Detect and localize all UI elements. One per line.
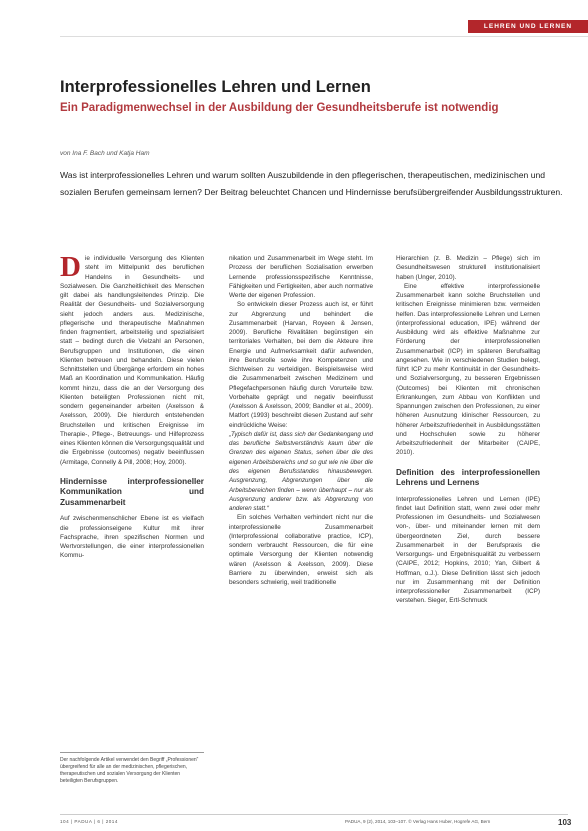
column-2-paragraph-2: So entwickeln dieser Prozess auch ist, er führt zur Abgrenzung und behindert die Zusammenarbeit (Harvan, Royeen & Jensen, 2009). Berufliche Rivalitäten begünstigen ein territoriales Verhalten, bei dem die Akteure ihre Energie und Aufmerksamkeit dafür aufwenden, ihre Berufsrolle sowie ihre Kompetenzen und Sichtweisen zu verteidigen. Beispielsweise wird die Zusammenarbeit zwischen Medizinern und Pflegefachpersonen häufig durch Vorurteile bzw. Vorbehalte geprägt und negativ beeinflusst (Axelsson & Axelsson, 2009; Bandler et al., 2009). Matfort (1993) beschreibt diesen Zustand auf sehr eindrückliche Weise: <box>229 301 373 429</box>
column-2 <box>229 254 373 587</box>
column-1-paragraph-1: ie individuelle Versorgung des Klienten steht im Mittelpunkt des beruflichen Handelns in Gesundheits- und Sozialwesen. Die Ganzheitlichkeit des Menschen gilt dabei als handlungsleitendes Prinzip. Die Realität der Gesundheits- und Sozialversorgung sieht jedoch anders aus. Medizinische, pflegerische und therapeutische Maßnahmen finden fragmentiert, arbeitsteilig und spezialisiert statt – bedingt durch die Vielzahl an Personen, Berufsgruppen und Institutionen, die einen Klienten betreuen und behandeln. Diese vielen Schnittstellen und Übergänge erfordern ein hohes Maß an Koordination und Kommunikation. Häufig kommt hinzu, dass die an der Versorgung des Klienten beteiligten Professionen nicht mit, sondern gegeneinander arbeiten (Axelsson & Axelsson, 2009). Die hierdurch entstehenden Bruchstellen und kritischen Ereignisse im Therapie-, Pflege-, Betreuungs- und Hilfeprozess eines Klienten können die Versorgungsqualität und die Ergebnisse (outcomes) negativ beeinflussen (Armitage, Connelly & Pill, 2008; Hoy, 2000). <box>60 255 204 466</box>
article-title: Interprofessionelles Lehren und Lernen <box>60 78 371 96</box>
column-2-paragraph-3: Ein solches Verhalten verhindert nicht nur die interprofessionelle Zusammenarbeit (Interprofessional collaborative practice, ICP), sondern verbraucht Ressourcen, die für eine optimale Versorgung der Klienten notwendig wären (Axelsson & Axelsson, 2009). Diese Barriere zu überwinden, erweist sich als besonders schwierig, weil traditionelle <box>229 514 373 587</box>
footer-citation: PADUA, 9 (2), 2014, 103–107. © Verlag Hans Huber, Hogrefe AG, Bern <box>345 819 491 824</box>
block-quote: „Typisch dafür ist, dass sich der Gedankengang und das berufliche Selbstverständnis kaum über die Grenzen des eigenen Status, sehen über die des eigenen Arbeitsbereichs und so gut wie nie über die des eigenen Berufsstandes hinausbewegen. Ausgrenzung, Abgrenzungen über die Arbeitsbereichen finden – wenn überhaupt – nur als Ausgrenzung anderer bzw. als Abgrenzung von anderen statt.“ <box>229 430 373 513</box>
column-3-paragraph-2: Eine effektive interprofessionelle Zusammenarbeit kann solche Bruchstellen und kritischen Ereignisse minimieren bzw. vermeiden helfen. Das interprofessionelle Lehren und Lernen (interprofessional education, IPE) während der Ausbildung wird als effektive Maßnahme zur Förderung der interprofessionellen Zusammenarbeit (ICP) im späteren Berufsalltag angesehen. Wie in verschiedenen Studien belegt, führt ICP zu mehr Kontinuität in der Gesundheits- und Sozialversorgung, zu besseren Ergebnissen (Outcomes) bei Klienten mit chronischen Erkrankungen, zum Abbau von Konflikten und Spannungen zwischen den Professionen, zu einer höheren Ausnutzung klinischer Ressourcen, zu höherer Arbeitszufriedenheit in Ausbildungsstätten und Hochschulen sowie zu höherer Arbeitszufriedenheit der Mitarbeiter (CAIPE, 2010). <box>396 282 540 457</box>
column-3-paragraph-3: Interprofessionelles Lehren und Lernen (IPE) findet laut Definition statt, wenn zwei oder mehr Professionen im Gesundheits- und Sozialwesen von-, über- und miteinander lernen mit dem übergeordneten Ziel, durch bessere Zusammenarbeit in der Berufspraxis die Versorgungs- und Ergebnisqualität zu verbessern (CAIPE, 2012; Hopkins, 2010; Yan, Gilbert & Hoffman, o.J.). Diese Definition lässt sich jedoch nur im Zusammenhang mit der Definition interprofessioneller Zusammenarbeit (ICP) verstehen. Sieger, Ertl-Schmuck <box>396 495 540 605</box>
article-subtitle: Ein Paradigmenwechsel in der Ausbildung der Gesundheitsberufe ist notwendig <box>60 102 499 114</box>
section-heading-definition: Definition des interprofessionellen Lehrens und Lernens <box>396 467 540 487</box>
page-number: 103 <box>558 818 572 827</box>
column-1-paragraph-2: Auf zwischenmenschlicher Ebene ist es vielfach die professionseigene Kultur mit ihrer Fachsprache, ihren spezifischen Normen und Wertvorstellungen, die einer interprofessionellen Kommu- <box>60 515 204 560</box>
drop-cap: D <box>60 251 81 283</box>
section-heading-obstacles: Hindernisse interprofessioneller Kommunikation und Zusammenarbeit <box>60 476 204 507</box>
lead-paragraph: Was ist interprofessionelles Lehren und warum sollten Auszubildende in den pflegerischen, therapeutischen, medizinischen und sozialen Berufen gemeinsam lernen? Der Beitrag beleuchtet Chancen und Hindernisse berufsübergreifender Ausbildungsstrukturen. <box>60 170 563 197</box>
footer-rule <box>60 814 568 815</box>
column-3 <box>396 254 540 606</box>
footnote: Der nachfolgende Artikel verwendet den Begriff „Professionen“ übergreifend für alle an der medizinischen, pflegerischen, therapeutischen und sozialen Versorgung der Klienten beteiligten Berufsgruppen. <box>60 752 204 785</box>
column-3-paragraph-1: Hierarchien (z. B. Medizin – Pflege) sich im Gesundheitswesen strukturell institutionalisiert haben (Unger, 2010). <box>396 255 540 281</box>
column-1 <box>60 251 204 561</box>
article-authors: von Ina F. Bach und Katja Ham <box>60 150 150 157</box>
section-tag: LEHREN UND LERNEN <box>468 20 588 33</box>
column-2-paragraph-1: nikation und Zusammenarbeit im Wege steht. Im Prozess der beruflichen Sozialisation erwerben Lernende professionsspezifische Kenntnisse, Fähigkeiten und Fertigkeiten, aber auch normative Werte der eigenen Profession. <box>229 255 373 299</box>
footer-left-text: 104 | PADUA | 6 | 2014 <box>60 819 118 824</box>
header-rule <box>60 36 588 37</box>
